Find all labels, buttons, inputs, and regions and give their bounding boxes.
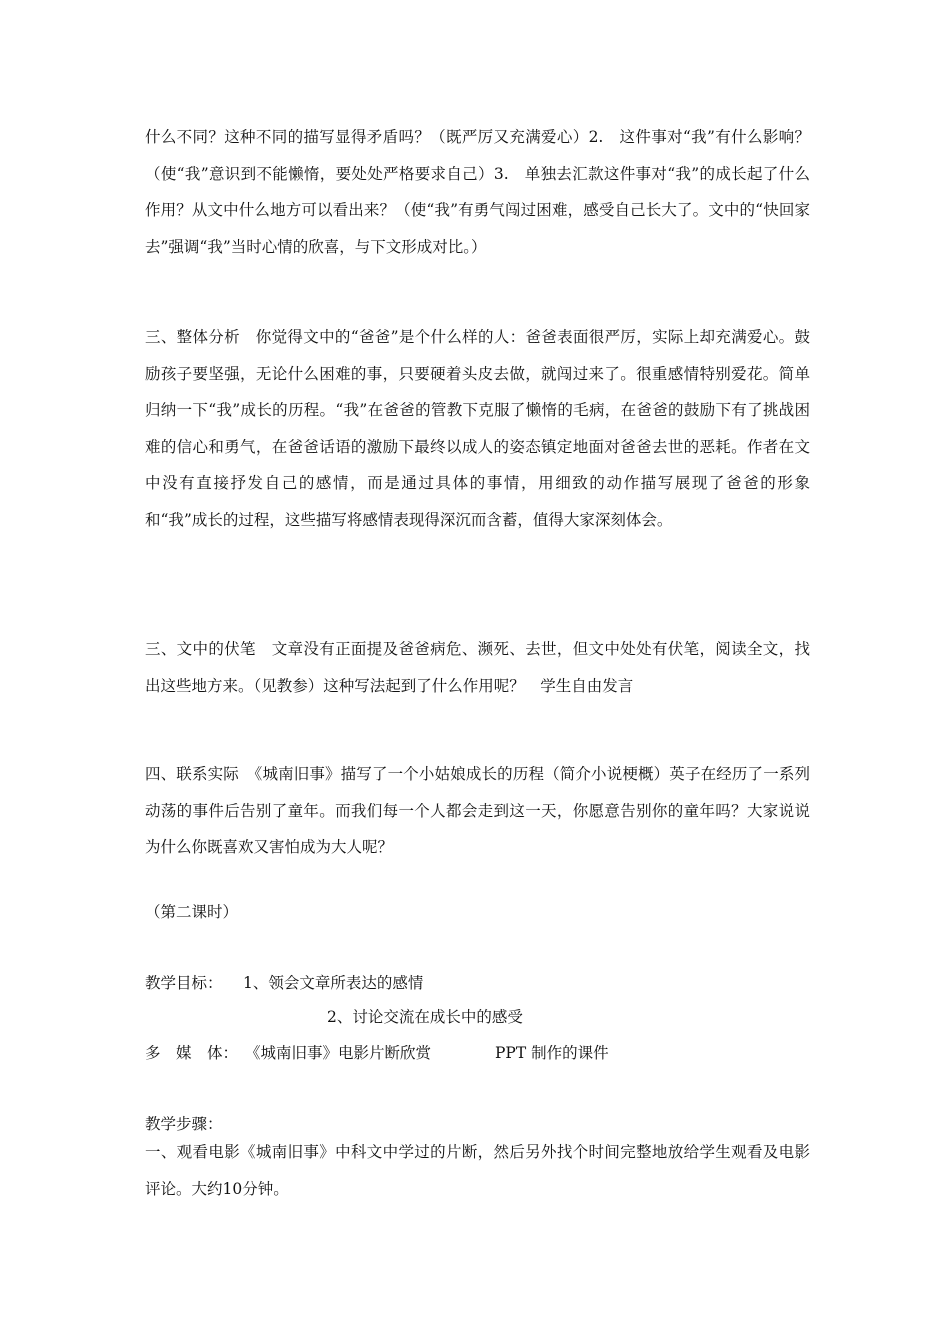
media-item-film: 《城南旧事》电影片断欣赏 bbox=[245, 1044, 432, 1062]
media-item-ppt: PPT 制作的课件 bbox=[495, 1044, 609, 1062]
paragraph-overall-analysis: 三、整体分析 你觉得文中的“爸爸”是个什么样的人：爸爸表面很严厉，实际上却充满爱心。鼓励孩子要坚强，无论什么困难的事，只要硬着头皮去做，就闯过来了。很重感情特别爱花。简单归纳一下“我”成长的历程。“我”在爸爸的管教下克服了懒惰的毛病，在爸爸的鼓励下有了挑战困难的信心和勇气，在爸爸话语的激励下最终以成人的姿态镇定地面对爸爸去世的恶耗。作者在文中没有直接抒发自己的感情，而是通过具体的事情，用细致的动作描写展现了爸爸的形象和“我”成长的过程，这些描写将感情表现得深沉而含蓄，值得大家深刻体会。 bbox=[145, 328, 810, 529]
paragraph-connect-reality: 四、联系实际 《城南旧事》描写了一个小姑娘成长的历程（简介小说梗概）英子在经历了一系列动荡的事件后告别了童年。而我们每一个人都会走到这一天，你愿意告别你的童年吗？大家说说为什么你既喜欢又害怕成为大人呢？ bbox=[145, 765, 810, 856]
teaching-goal-2: 2、讨论交流在成长中的感受 bbox=[327, 1008, 523, 1026]
media-label: 多 媒 体： bbox=[145, 1044, 239, 1062]
lesson-period-heading: （第二课时） bbox=[145, 903, 239, 921]
teaching-steps-label: 教学步骤： bbox=[145, 1115, 223, 1133]
paragraph-questions: 什么不同？这种不同的描写显得矛盾吗？（既严厉又充满爱心）2. 这件事对“我”有什么影响？（使“我”意识到不能懒惰，要处处严格要求自己）3. 单独去汇款这件事对“我”的成长起了什么作用？从文中什么地方可以看出来？（使“我”有勇气闯过困难，感受自己长大了。文中的“快回家去”强调“我”当时心情的欣喜，与下文形成对比。） bbox=[145, 128, 810, 256]
paragraph-step-1: 一、观看电影《城南旧事》中科文中学过的片断，然后另外找个时间完整地放给学生观看及电影评论。大约10分钟。 bbox=[145, 1143, 810, 1198]
teaching-goals-label: 教学目标： bbox=[145, 974, 223, 992]
paragraph-foreshadowing: 三、文中的伏笔 文章没有正面提及爸爸病危、濒死、去世，但文中处处有伏笔，阅读全文，找出这些地方来。（见教参）这种写法起到了什么作用呢？ 学生自由发言 bbox=[145, 640, 810, 695]
teaching-goal-1: 1、领会文章所表达的感情 bbox=[243, 974, 424, 992]
